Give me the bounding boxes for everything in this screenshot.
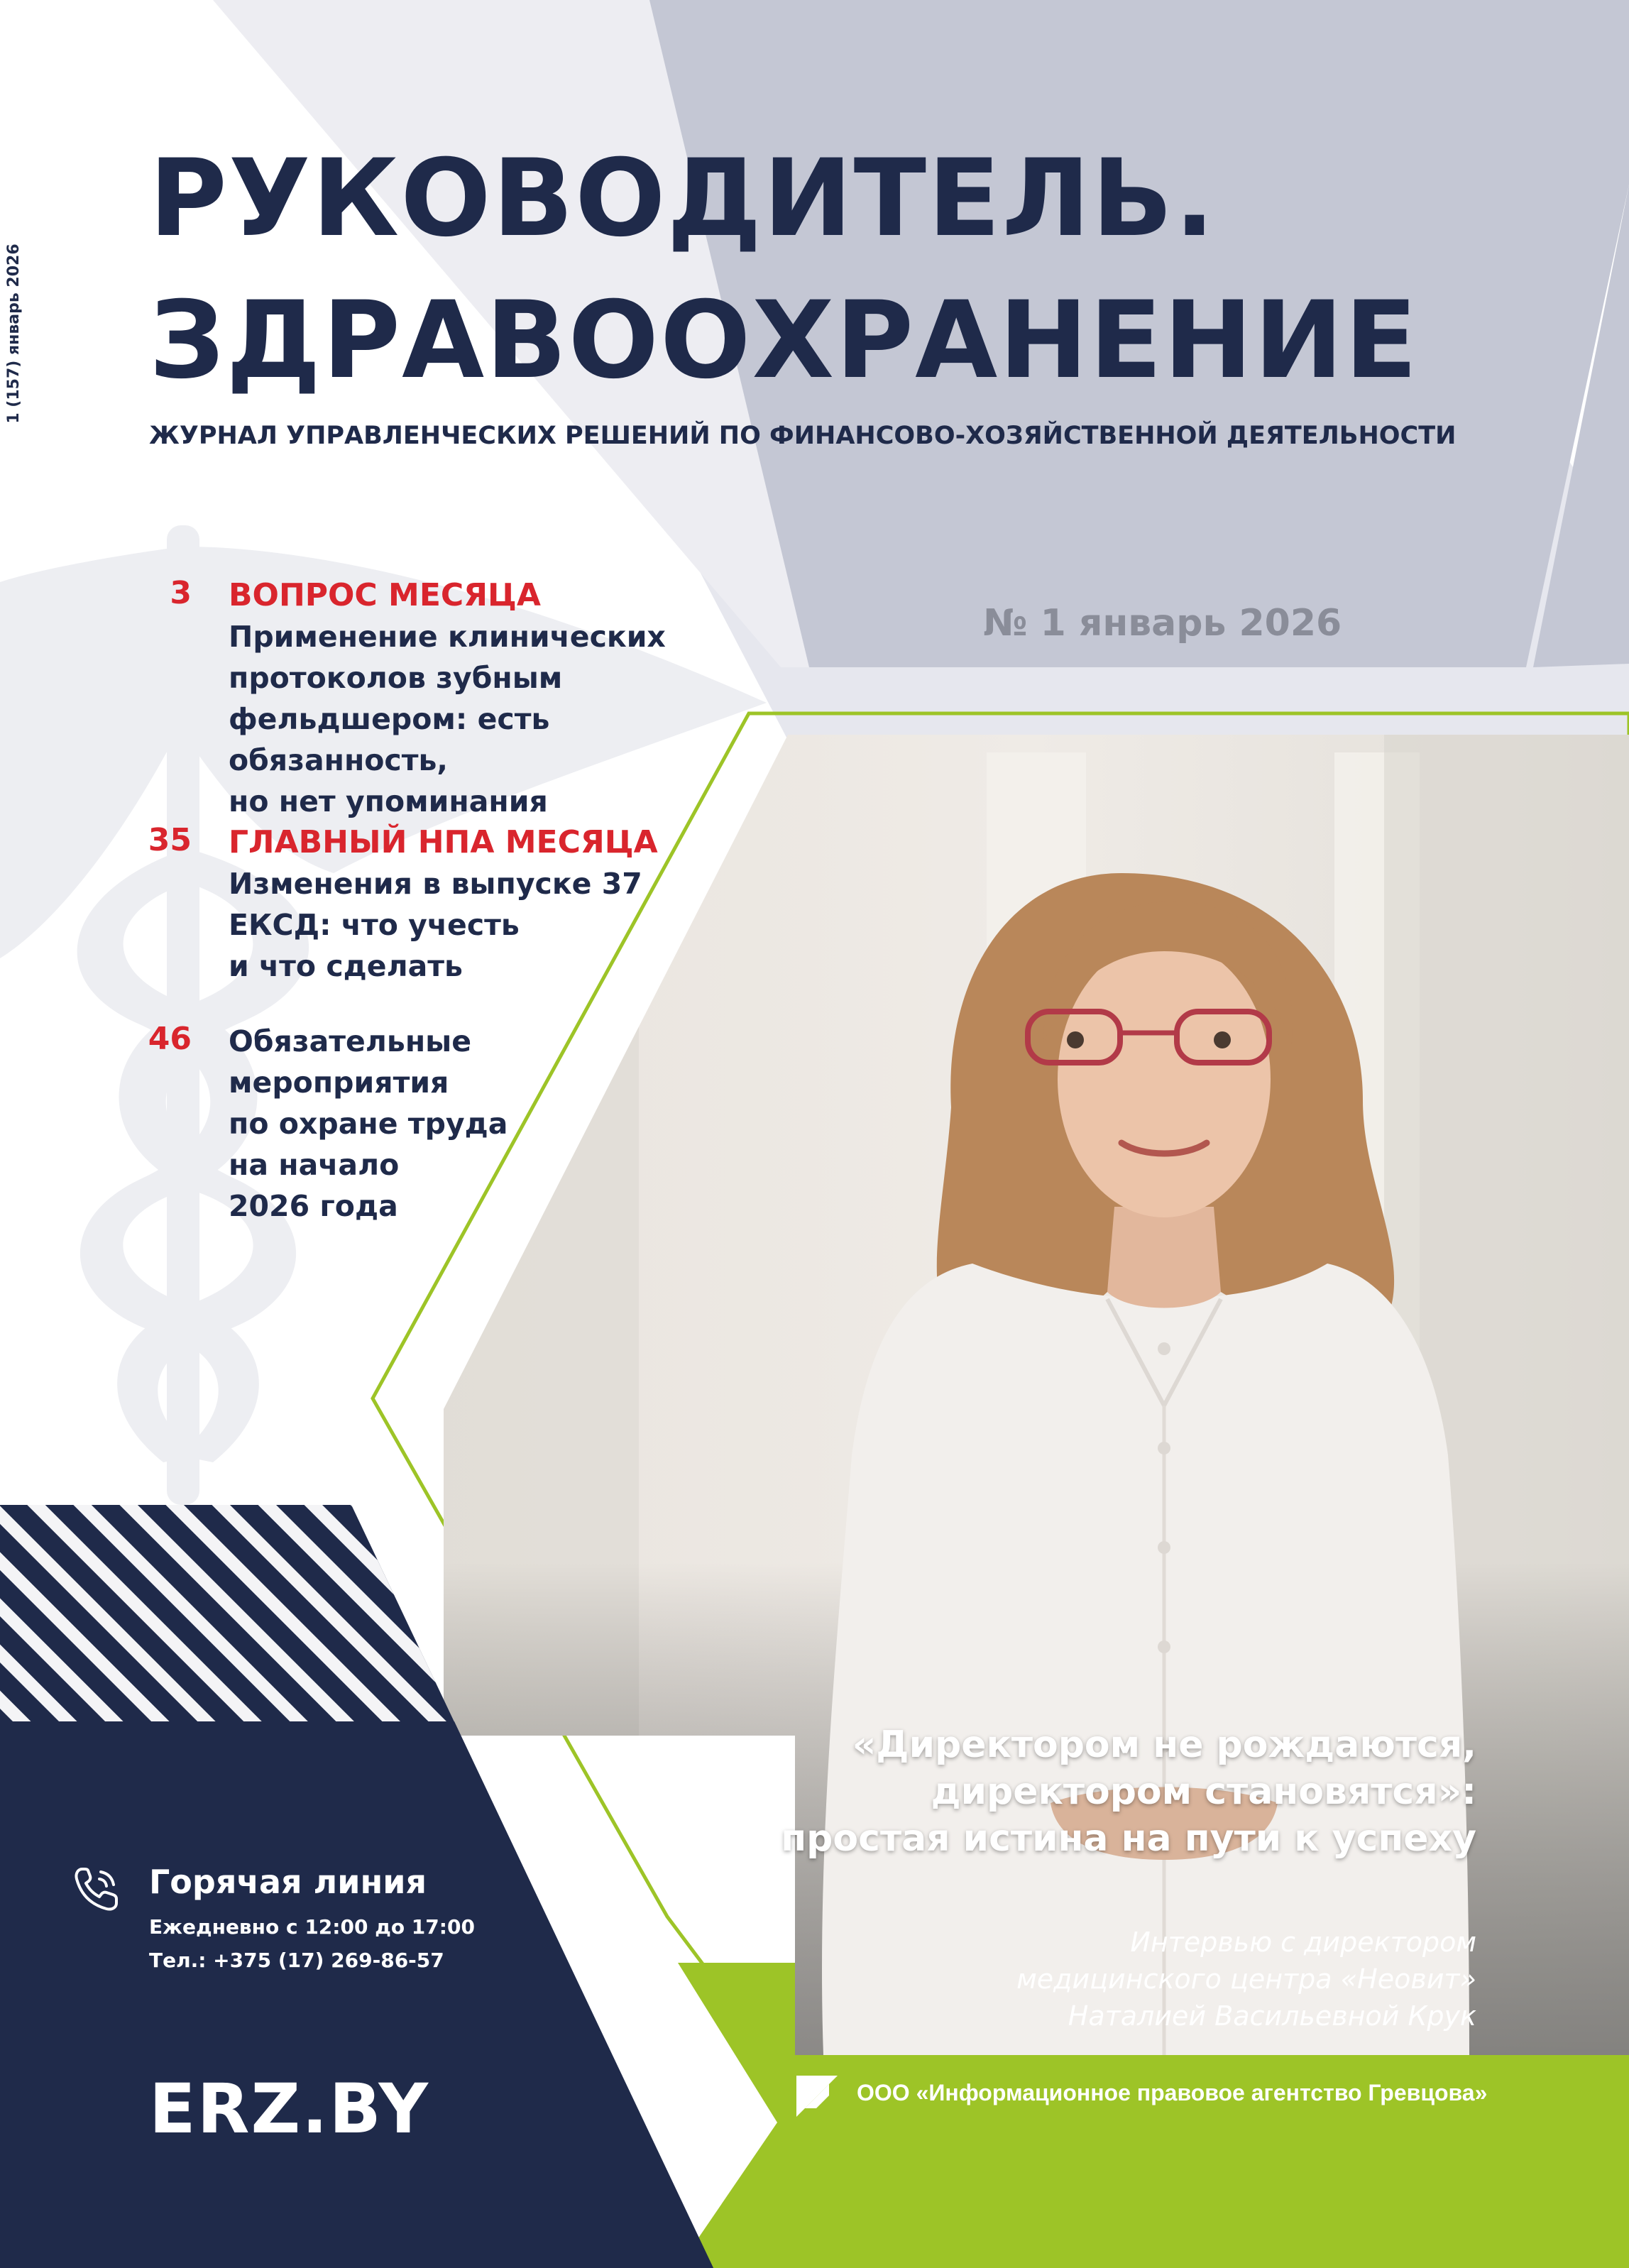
toc-text <box>229 1021 768 1227</box>
phone-icon <box>71 1863 122 1914</box>
toc-page-number: 46 <box>148 1021 192 1057</box>
toc-text <box>229 575 768 822</box>
feature-quote: «Директором не рождаются, директором становятся»: простая истина на пути к успеху <box>781 1724 1476 1860</box>
publisher-name: ООО «Информационное правовое агентство Гревцова» <box>857 2080 1488 2105</box>
feature-interview-caption: Интервью с директором медицинского центра «Неовит» Наталией Васильевной Крук <box>1016 1927 1476 2032</box>
hotline-hours: Ежедневно с 12:00 до 17:00 <box>149 1915 475 1939</box>
hotline-phone[interactable]: Тел.: +375 (17) 269-86-57 <box>149 1949 444 1972</box>
publisher-logo-icon <box>795 2074 839 2118</box>
toc-description: Применение клинических протоколов зубным фельдшером: есть обязанность, но нет упоминания <box>229 620 666 818</box>
toc-page-number: 35 <box>148 822 192 858</box>
magazine-subtitle: ЖУРНАЛ УПРАВЛЕНЧЕСКИХ РЕШЕНИЙ ПО ФИНАНСОВО-ХОЗЯЙСТВЕННОЙ ДЕЯТЕЛЬНОСТИ <box>149 422 1457 450</box>
title-line-2: ЗДРАВООХРАНЕНИЕ <box>149 279 1419 402</box>
toc-description: Обязательные мероприятия по охране труда на начало 2026 года <box>229 1024 508 1223</box>
website-link[interactable]: ERZ.BY <box>149 2069 430 2149</box>
toc-heading: ГЛАВНЫЙ НПА МЕСЯЦА <box>229 824 658 860</box>
toc-description: Изменения в выпуске 37 ЕКСД: что учесть и что сделать <box>229 867 642 983</box>
issue-number: № 1 январь 2026 <box>983 602 1342 645</box>
issue-side-label: 1 (157) январь 2026 <box>5 243 23 424</box>
toc-heading: ВОПРОС МЕСЯЦА <box>229 577 541 613</box>
toc-text <box>229 822 768 987</box>
magazine-title <box>149 128 1419 412</box>
toc-page-number: 3 <box>170 575 192 611</box>
hotline-title: Горячая линия <box>149 1863 427 1901</box>
title-line-1: РУКОВОДИТЕЛЬ. <box>149 137 1217 261</box>
